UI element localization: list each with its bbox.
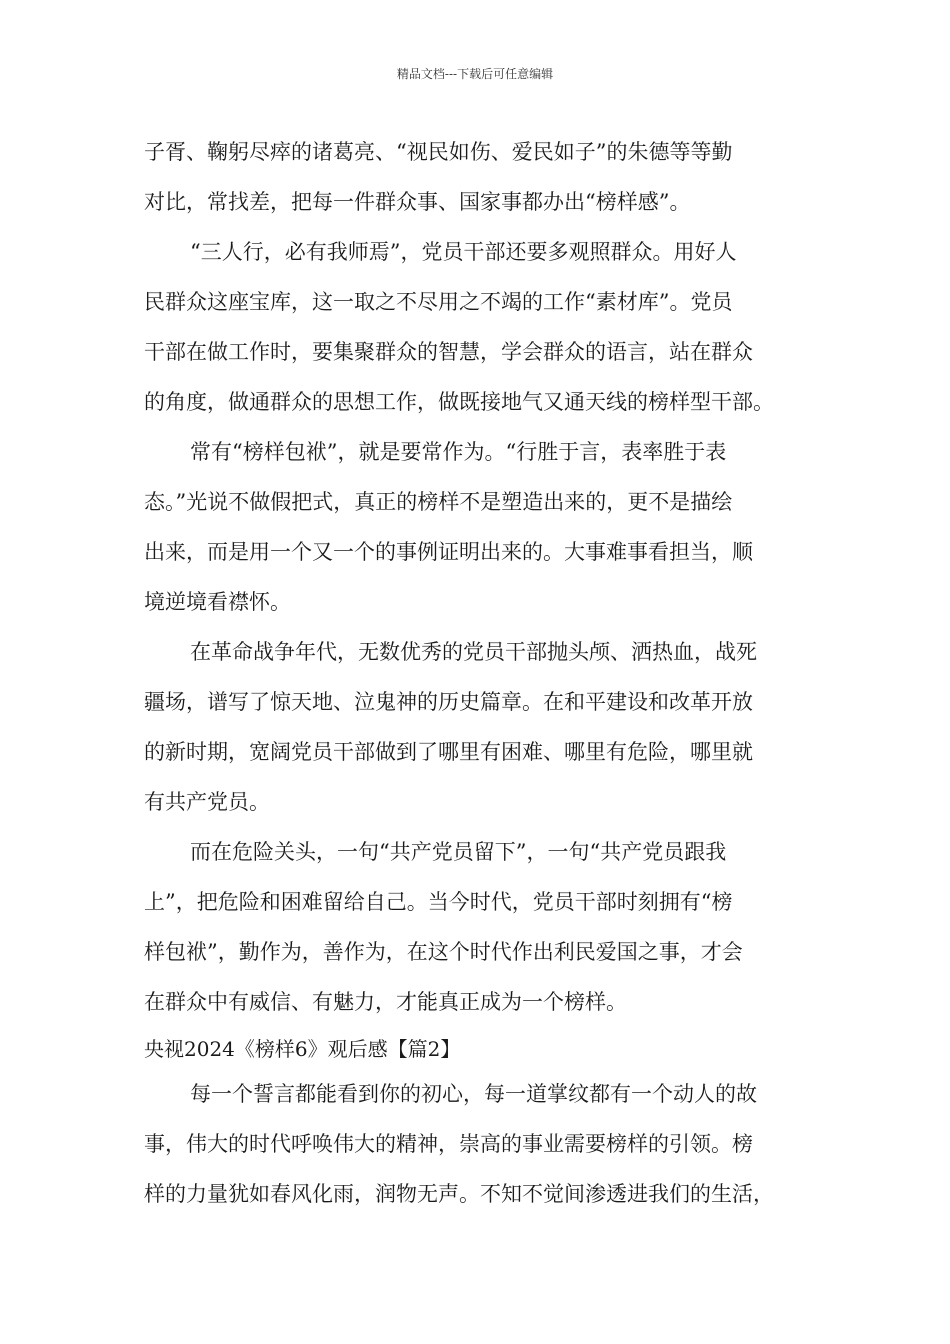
section-title: 央视2024《榜样6》观后感【篇2】 — [144, 1037, 461, 1061]
text-line: 态。”光说不做假把式，真正的榜样不是塑造出来的，更不是描绘 — [144, 490, 733, 514]
paragraph — [144, 632, 806, 832]
text-line: 的角度，做通群众的思想工作，做既接地气又通天线的榜样型干部。 — [144, 390, 774, 414]
page-header: 精品文档---下载后可任意编辑 — [396, 67, 554, 81]
paragraph — [144, 832, 806, 1032]
text-line: 在革命战争年代，无数优秀的党员干部抛头颅、洒热血，战死 — [190, 640, 757, 664]
text-line: 样的力量犹如春风化雨，润物无声。不知不觉间渗透进我们的生活， — [144, 1182, 774, 1206]
text-line: 每一个誓言都能看到你的初心，每一道掌纹都有一个动人的故 — [190, 1082, 757, 1106]
text-line: 出来，而是用一个又一个的事例证明出来的。大事难事看担当，顺 — [144, 540, 753, 564]
text-line: 对比，常找差，把每一件群众事、国家事都办出“榜样感”。 — [144, 190, 691, 214]
text-line: 事，伟大的时代呼唤伟大的精神，崇高的事业需要榜样的引领。榜 — [144, 1132, 753, 1156]
paragraph — [144, 232, 806, 432]
text-line: 在群众中有威信、有魅力，才能真正成为一个榜样。 — [144, 990, 627, 1014]
text-line: 常有“榜样包袱”，就是要常作为。“行胜于言，表率胜于表 — [190, 440, 727, 464]
text-line: 而在危险关头，一句“共产党员留下”，一句“共产党员跟我 — [190, 840, 727, 864]
text-line: 民群众这座宝库，这一取之不尽用之不竭的工作“素材库”。党员 — [144, 290, 733, 314]
text-line: 子胥、鞠躬尽瘁的诸葛亮、“视民如伤、爱民如子”的朱德等等勤 — [144, 140, 733, 164]
text-line: 样包袱”，勤作为，善作为，在这个时代作出利民爱国之事，才会 — [144, 940, 743, 964]
text-line: 的新时期，宽阔党员干部做到了哪里有困难、哪里有危险，哪里就 — [144, 740, 753, 764]
document-body — [144, 132, 806, 1224]
text-line: 干部在做工作时，要集聚群众的智慧，学会群众的语言，站在群众 — [144, 340, 753, 364]
paragraph — [144, 1074, 806, 1224]
text-line: 境逆境看襟怀。 — [144, 590, 291, 614]
paragraph — [144, 432, 806, 632]
text-line: 上”，把危险和困难留给自己。当今时代，党员干部时刻拥有“榜 — [144, 890, 733, 914]
text-line: “三人行，必有我师焉”，党员干部还要多观照群众。用好人 — [190, 240, 737, 264]
text-line: 疆场，谱写了惊天地、泣鬼神的历史篇章。在和平建设和改革开放 — [144, 690, 753, 714]
text-line: 有共产党员。 — [144, 790, 270, 814]
paragraph — [144, 132, 806, 232]
